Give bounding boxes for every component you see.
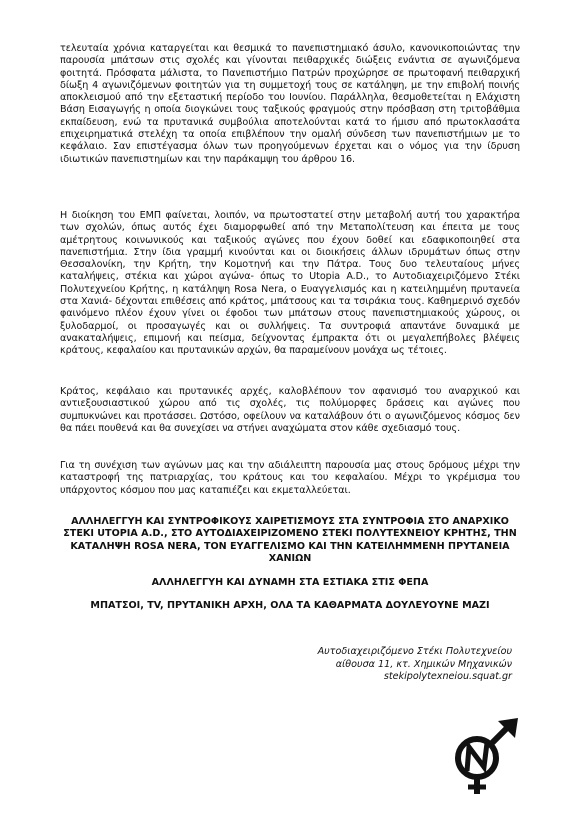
paragraph-ntua-administration: Η διοίκηση του ΕΜΠ φαίνεται, λοιπόν, να πρωτοστατεί στην μεταβολή αυτή του χαρακτήρα των σχολών, όπως αυτός έχει διαμορφωθεί από την Μεταπολίτευση και έπειτα με τους αμέτρητους κοινωνικούς και ταξικούς αγώνες που έχουν δοθεί και εδαφικοποιηθεί στα πανεπιστήμια. Στην ίδια γραμμή κινούνται και οι διοικήσεις άλλων ιδρυμάτων όπως στην Θεσσαλονίκη, την Κρήτη, την Κομοτηνή και την Πάτρα. Τους δυο τελευταίους μήνες καταλήψεις, στέκια και χώροι αγώνα- όπως το Utopia A.D., το Αυτοδιαχειριζόμενο Στέκι Πολυτεχνείου Κρήτης, η κατάληψη Rosa Nera, ο Ευαγγελισμός και η κατειλημμένη πρυτανεία στα Χανιά- δέχονται επιθέσεις από κράτος, μπάτσους και τα τσιράκια τους. Καθημερινό σχεδόν φαινόμενο πλέον έχουν γίνει οι έφοδοι των μπάτσων στους πανεπιστημιακούς χώρους, οι ξυλοδαρμοί, οι προσαγωγές και οι συλλήψεις. Τα συντροφιά απαντάνε δυναμικά με ανακαταλήψεις, επιμονή και πείσμα, δείχνοντας έμπρακτα ότι οι μεγαλεπήβολες βλέψεις κράτους, κεφαλαίου και πρυτανικών αρχών, θα παραμείνουν μονάχα ως τέτοιες. — [60, 210, 520, 357]
paragraph-state-capital: Κράτος, κεφάλαιο και πρυτανικές αρχές, καλοβλέπουν τον αφανισμό του αναρχικού και αντιεξουσιαστικού χώρου από τις σχολές, τις πολύμορφες δράσεις και αγώνες που συμπυκνώνει και προτάσσει. Ωστόσο, οφείλουν να καταλάβουν ότι ο αγωνιζόμενος κόσμος δεν θα πάει πουθενά και θα συνεχίσει να στήνει αναχώματα στον κάθε σχεδιασμό τους. — [60, 386, 520, 434]
signature-address: αίθουσα 11, κτ. Χημικών Μηχανικών — [335, 658, 512, 670]
paragraph-university-asylum: τελευταία χρόνια καταργείται και θεσμικά το πανεπιστημιακό άσυλο, κανονικοποιώντας την παρουσία μπάτσων στις σχολές και γίνονται πειθαρχικές διώξεις ενάντια σε αγωνιζόμενα φοιτητά. Πρόσφατα μάλιστα, το Πανεπιστήμιο Πατρών προχώρησε σε πρωτοφανή πειθαρχική δίωξη 4 αγωνιζόμενων φοιτητών για τη συμμετοχή τους σε κατάληψη, με την επιβολή ποινής αποκλεισμού από την εξεταστική περίοδο του Ιουνίου. Παράλληλα, θεσμοθετείται η Ελάχιστη Βάση Εισαγωγής η οποία διογκώνει τους ταξικούς φραγμούς στην πρόσβαση στη τριτοβάθμια εκπαίδευση, ενώ τα πρυτανικά συμβούλια αποτελούνται κατά το ήμισυ από πρωτοκλασάτα επιχειρηματικά στελέχη τα οποία επιβλέπουν την ομαλή σύνδεση των πανεπιστήμιων με το κεφάλαιο. Σαν επιστέγασμα όλων των προηγούμενων έρχεται και ο νόμος για την ίδρυση ιδιωτικών πανεπιστημίων και την παράκαμψη του άρθρου 16. — [60, 43, 520, 165]
signature-website: stekipolytexneiou.squat.gr — [383, 671, 512, 683]
anarchist-venus-mars-arrow-icon — [446, 716, 520, 794]
signature-block — [252, 646, 512, 684]
headline-solidarity-strength: ΑΛΛΗΛΕΓΓΥΗ ΚΑΙ ΔΥΝΑΜΗ ΣΤΑ ΕΣΤΙΑΚΑ ΣΤΙΣ ΦΕΠΑ — [151, 577, 429, 588]
headline-cops-tv-rectorate: ΜΠΑΤΣΟΙ, TV, ΠΡΥΤΑΝΙΚΗ ΑΡΧΗ, ΟΛΑ ΤΑ ΚΑΘΑΡΜΑΤΑ ΔΟΥΛΕΥΟΥΝΕ ΜΑΖΙ — [90, 600, 490, 611]
paragraph-continuation: Για τη συνέχιση των αγώνων μας και την αδιάλειπτη παρουσία μας στους δρόμους μέχρι την καταστροφή της πατριαρχίας, του κράτους και του κεφαλαίου. Μέχρι το γκρέμισμα του υπάρχοντος κόσμου που μας καταπιέζει και εκμεταλλεύεται. — [60, 460, 520, 496]
signature-name: Αυτοδιαχειριζόμενο Στέκι Πολυτεχνείου — [317, 646, 512, 657]
headline-solidarity-greetings: ΑΛΛΗΛΕΓΓΥΗ ΚΑΙ ΣΥΝΤΡΟΦΙΚΟΥΣ ΧΑΙΡΕΤΙΣΜΟΥΣ ΣΤΑ ΣΥΝΤΡΟΦΙΑ ΣΤΟ ΑΝΑΡΧΙΚΟ ΣΤΕΚΙ UTOPIA A.D., ΣΤΟ ΑΥΤΟΔΙΑΧΕΙΡΙΖΟΜΕΝΟ ΣΤΕΚΙ ΠΟΛΥΤΕΧΝΕΙΟΥ ΚΡΗΤΗΣ, ΤΗΝ ΚΑΤΑΛΗΨΗ ROSA NERA, ΤΟΝ ΕΥΑΓΓΕΛΙΣΜΟ ΚΑΙ ΤΗΝ ΚΑΤΕΙΛΗΜΜΕΝΗ ΠΡΥΤΑΝΕΙΑ ΧΑΝΙΩΝ — [63, 516, 517, 564]
